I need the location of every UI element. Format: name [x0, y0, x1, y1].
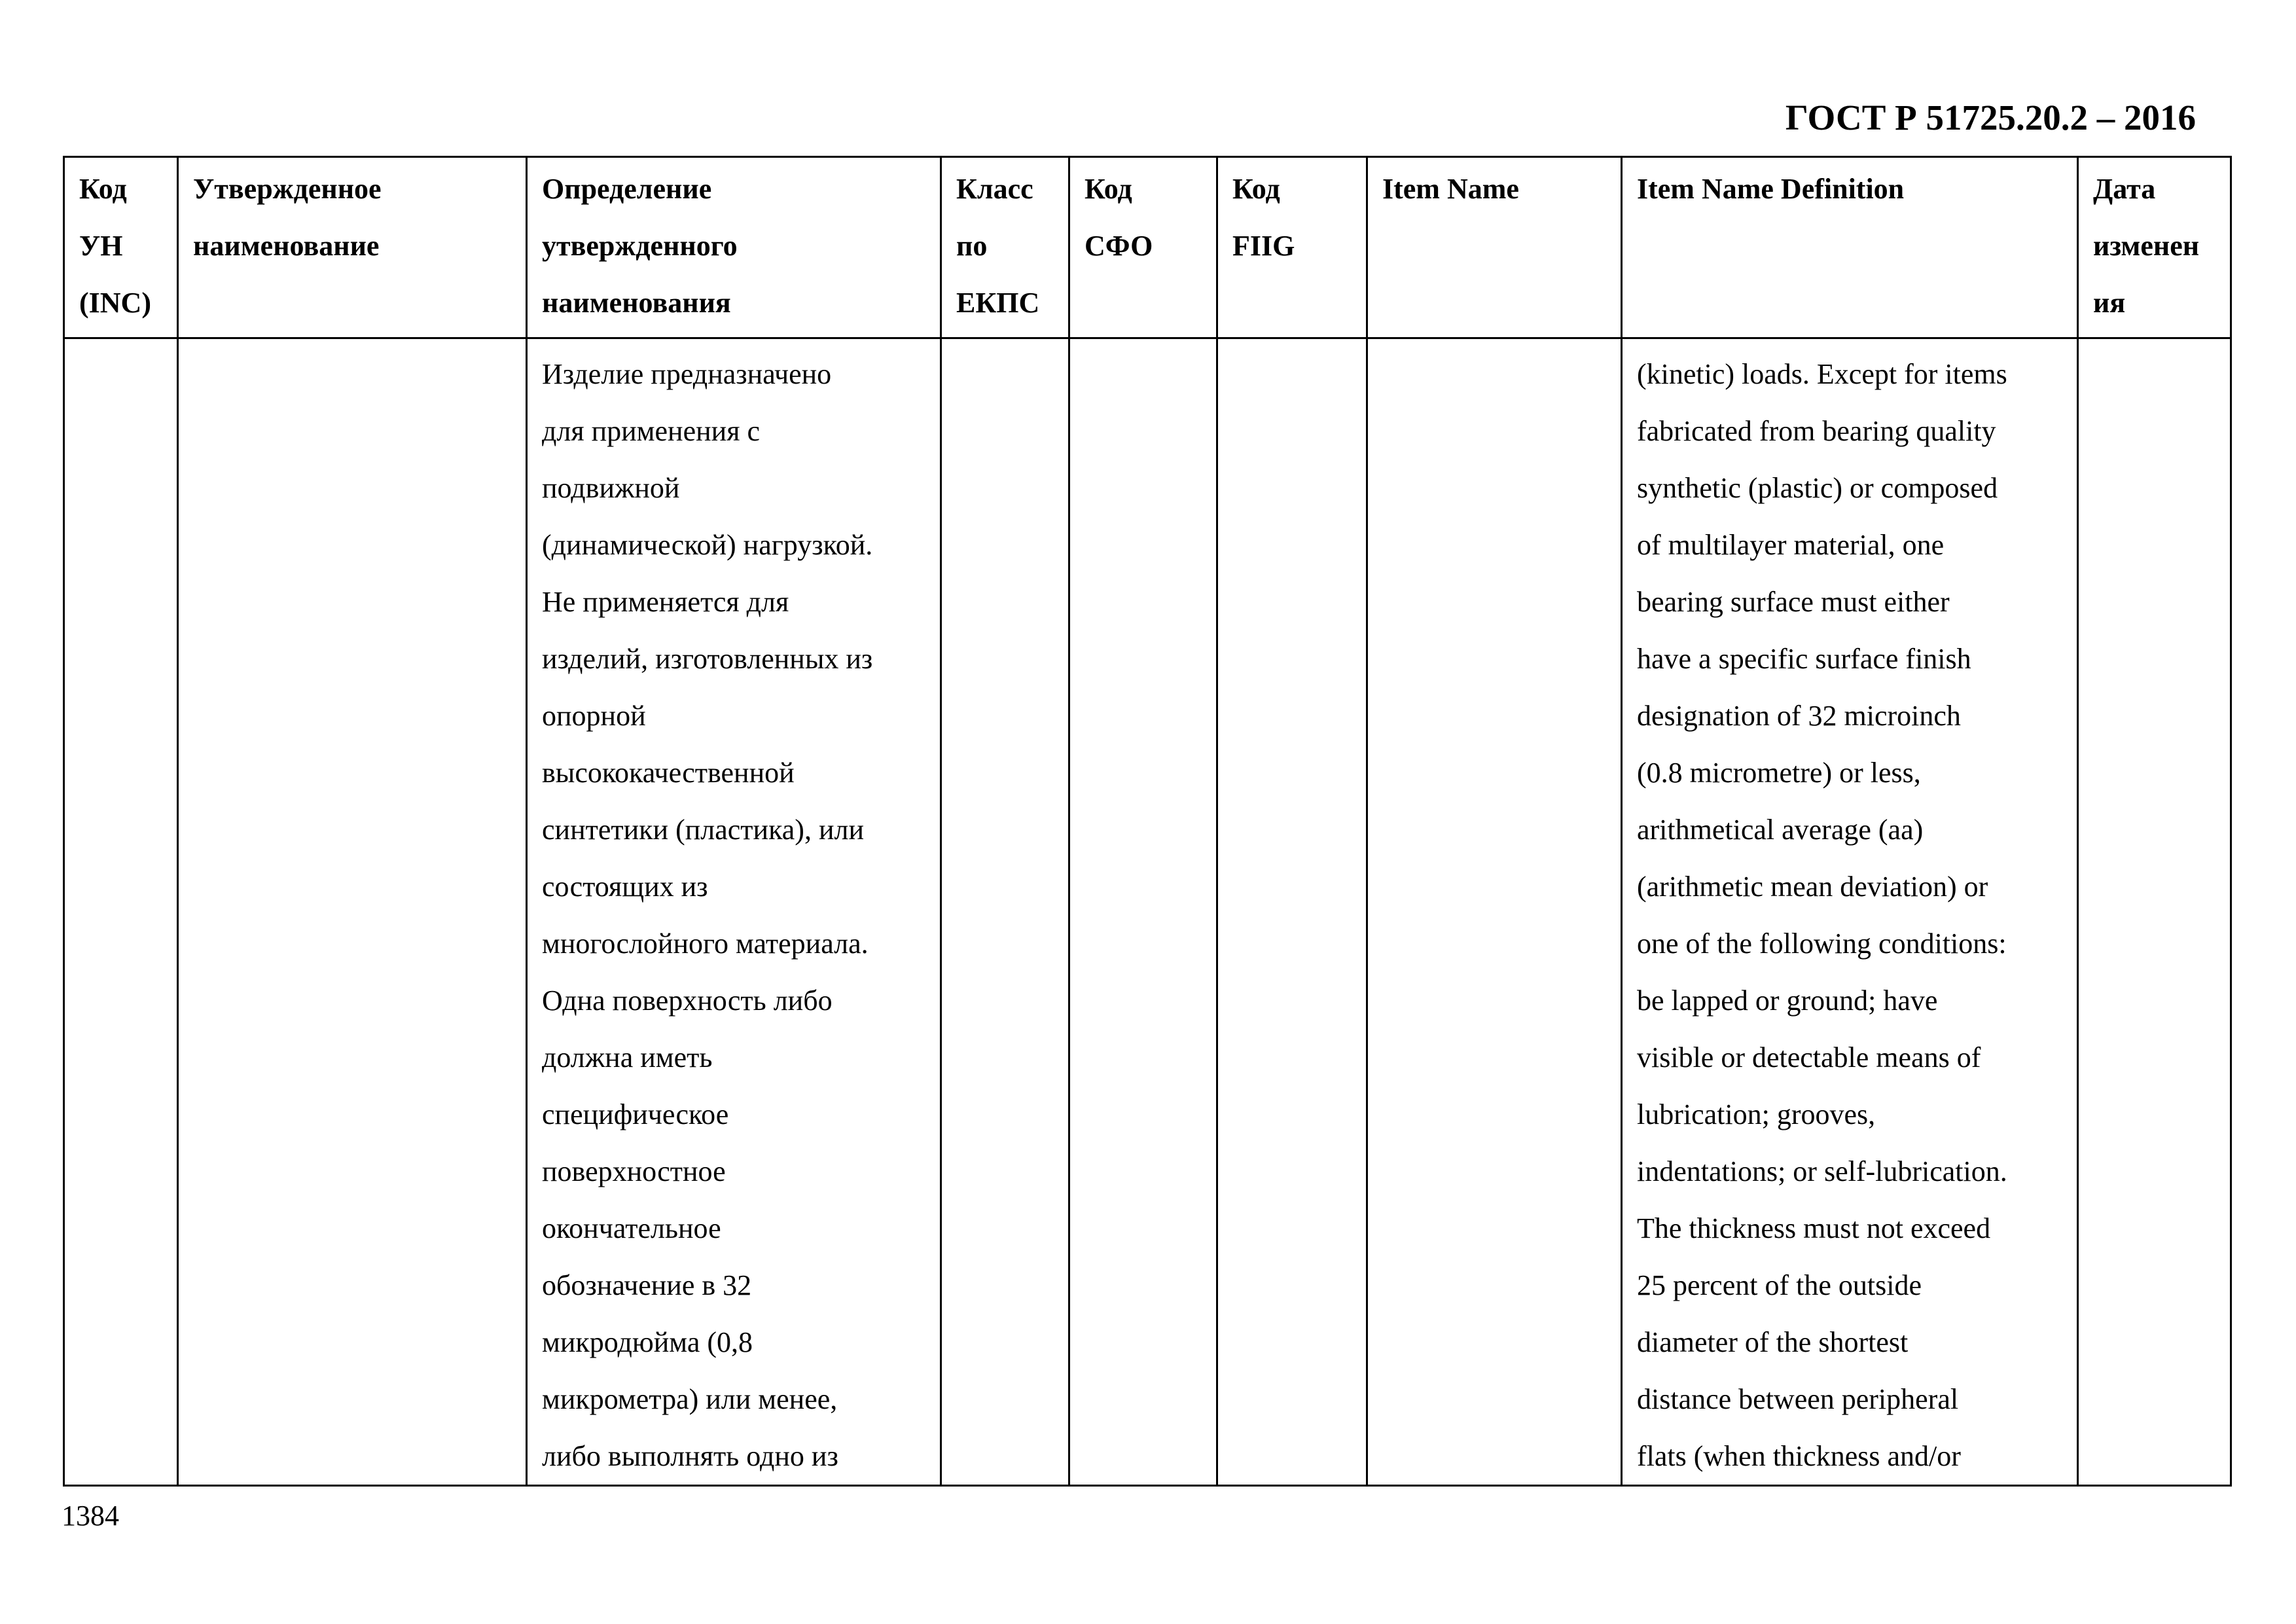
text-line: indentations; or self-lubrication. [1637, 1155, 2007, 1187]
text-line: arithmetical average (aa) [1637, 814, 1924, 846]
text-line: опорной [542, 700, 646, 732]
header-line: Код [1085, 173, 1132, 205]
text-line: специфическое [542, 1098, 729, 1130]
table-header-row [64, 157, 2231, 338]
text-line: bearing surface must either [1637, 586, 1950, 618]
text-line: diameter of the shortest [1637, 1326, 1909, 1358]
text-line: синтетики (пластика), или [542, 814, 865, 846]
text-line: поверхностное [542, 1155, 726, 1187]
header-line: ия [2093, 287, 2126, 319]
header-line: наименование [193, 230, 380, 262]
header-item-name [1367, 157, 1622, 338]
header-line: УН [79, 230, 123, 262]
text-line: lubrication; grooves, [1637, 1098, 1876, 1130]
cell-inc [64, 338, 178, 1486]
text-line: flats (when thickness and/or [1637, 1440, 1961, 1472]
header-line: FIIG [1232, 230, 1295, 262]
cell-item-name [1367, 338, 1622, 1486]
cell-class-ekps [941, 338, 1069, 1486]
text-line: (kinetic) loads. Except for items [1637, 358, 2007, 390]
cell-definition-ru [527, 338, 941, 1486]
text-line: для применения с [542, 415, 760, 447]
text-line: должна иметь [542, 1041, 713, 1074]
text-line: The thickness must not exceed [1637, 1212, 1991, 1244]
header-line: Утвержденное [193, 173, 382, 205]
text-line: of multilayer material, one [1637, 529, 1945, 561]
text-line: fabricated from bearing quality [1637, 415, 1996, 447]
text-line: микрометра) или менее, [542, 1383, 838, 1415]
header-line: изменен [2093, 230, 2200, 262]
header-line: (INC) [79, 287, 151, 319]
header-line: Item Name Definition [1637, 173, 1905, 205]
text-line: (0.8 micrometre) or less, [1637, 757, 1921, 789]
header-line: наименования [542, 287, 731, 319]
header-line: Item Name [1382, 173, 1519, 205]
text-line: (arithmetic mean deviation) or [1637, 871, 1988, 903]
header-code-sfo [1069, 157, 1217, 338]
text-line: 25 percent of the outside [1637, 1269, 1922, 1301]
text-line: состоящих из [542, 871, 708, 903]
text-line: многослойного материала. [542, 928, 869, 960]
header-line: Код [79, 173, 127, 205]
text-line: one of the following conditions: [1637, 928, 2007, 960]
header-change-date [2078, 157, 2231, 338]
header-item-name-definition [1622, 157, 2078, 338]
cell-change-date [2078, 338, 2231, 1486]
text-line: окончательное [542, 1212, 721, 1244]
header-code-fiig [1217, 157, 1367, 338]
table-row [64, 338, 2231, 1486]
text-line: обозначение в 32 [542, 1269, 752, 1301]
text-line: synthetic (plastic) or composed [1637, 472, 1998, 504]
text-line: микродюйма (0,8 [542, 1326, 753, 1358]
text-line: (динамической) нагрузкой. [542, 529, 873, 561]
cell-approved-name [178, 338, 527, 1486]
text-line: Изделие предназначено [542, 358, 832, 390]
text-line: изделий, изготовленных из [542, 643, 873, 675]
page-number: 1384 [62, 1500, 119, 1532]
catalog-table [63, 156, 2232, 1487]
text-line: Не применяется для [542, 586, 789, 618]
text-line: have a specific surface finish [1637, 643, 1971, 675]
header-line: Класс [956, 173, 1033, 205]
header-class-ekps [941, 157, 1069, 338]
header-inc [64, 157, 178, 338]
text-line: designation of 32 microinch [1637, 700, 1961, 732]
text-line: либо выполнять одно из [542, 1440, 838, 1472]
cell-code-fiig [1217, 338, 1367, 1486]
header-line: ЕКПС [956, 287, 1040, 319]
cell-definition-en [1622, 338, 2078, 1486]
header-line: утвержденного [542, 230, 738, 262]
text-line: visible or detectable means of [1637, 1041, 1981, 1074]
text-line: Одна поверхность либо [542, 984, 833, 1017]
header-line: по [956, 230, 988, 262]
text-line: подвижной [542, 472, 680, 504]
header-line: Код [1232, 173, 1280, 205]
text-line: be lapped or ground; have [1637, 984, 1938, 1017]
header-line: Дата [2093, 173, 2156, 205]
text-line: distance between peripheral [1637, 1383, 1959, 1415]
header-line: СФО [1085, 230, 1153, 262]
document-code: ГОСТ Р 51725.20.2 – 2016 [1785, 98, 2196, 137]
header-line: Определение [542, 173, 712, 205]
header-definition [527, 157, 941, 338]
header-approved-name [178, 157, 527, 338]
text-line: высококачественной [542, 757, 795, 789]
cell-code-sfo [1069, 338, 1217, 1486]
